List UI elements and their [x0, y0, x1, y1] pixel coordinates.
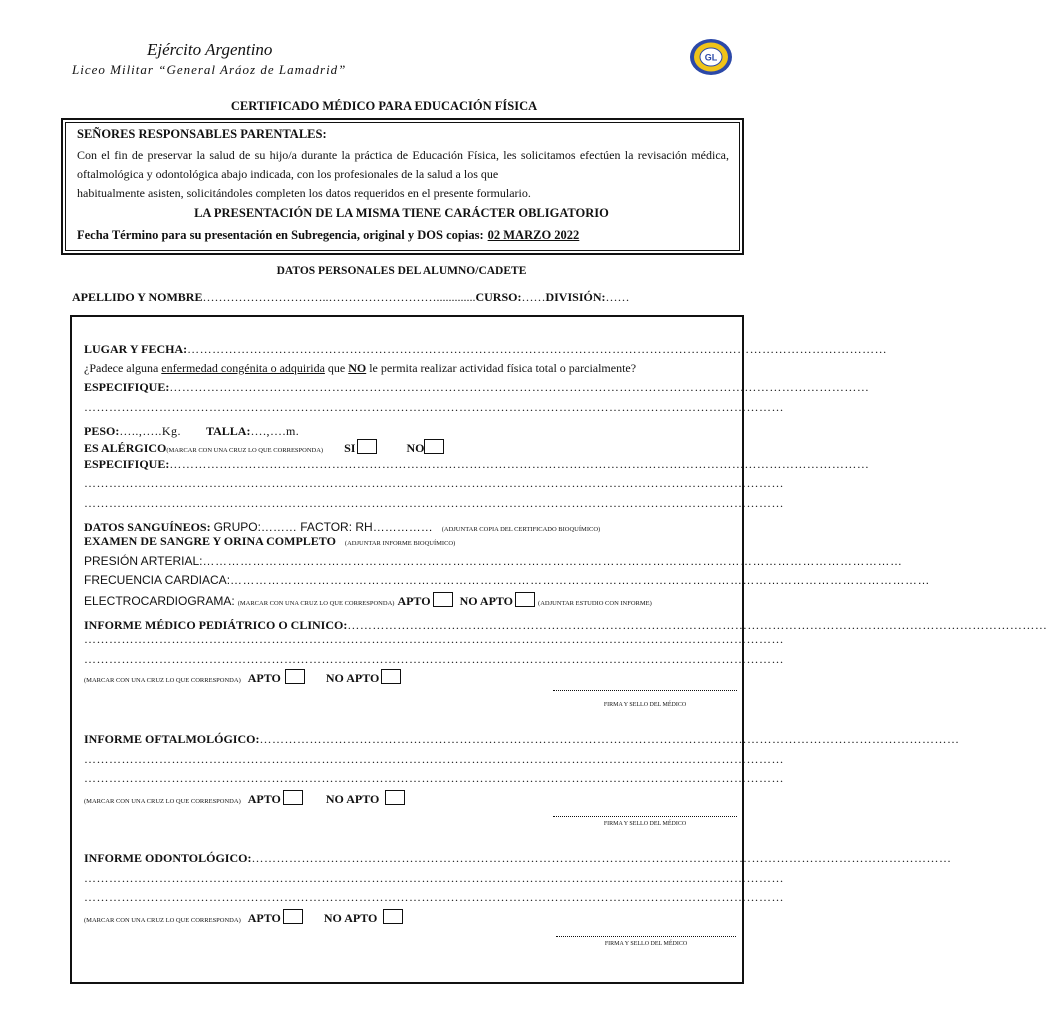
place-date-label: LUGAR Y FECHA:	[84, 342, 188, 356]
specify-row-2[interactable]	[84, 400, 784, 415]
mandatory-notice: LA PRESENTACIÓN DE LA MISMA TIENE CARÁCTER OBLIGATORIO	[194, 206, 609, 220]
pediatric-no-apto-label: NO APTO	[325, 671, 380, 685]
heart-rate-row	[84, 573, 931, 587]
dot-line: ……………………………………………………………………………………………………………………………………………………	[84, 752, 784, 766]
deadline-label: Fecha Término para su presentación en Subregencia, original y DOS copias:	[77, 228, 484, 242]
course-label: CURSO:	[475, 290, 522, 304]
ecg-note: (ADJUNTAR ESTUDIO CON INFORME)	[538, 600, 652, 607]
blood-row	[84, 520, 744, 535]
name-course-line	[72, 290, 629, 305]
allergy-specify-field[interactable]: ……………………………………………………………………………………………………………………………………………………	[169, 457, 870, 471]
ophthal-signature-line[interactable]	[553, 816, 737, 817]
allergy-specify-row	[84, 457, 870, 472]
logo-text: GL	[704, 52, 718, 63]
dental-apto-label: APTO	[247, 911, 281, 925]
division-field[interactable]: ……	[605, 290, 630, 304]
allergic-note: (MARCAR CON UNA CRUZ LO QUE CORRESPONDA)	[166, 447, 324, 454]
school-name: Liceo Militar “General Aráoz de Lamadrid”	[72, 62, 347, 77]
ophthal-label: INFORME OFTALMOLÓGICO:	[84, 732, 260, 746]
allergic-row	[84, 439, 504, 456]
exam-label: EXAMEN DE SANGRE Y ORINA COMPLETO	[84, 534, 336, 548]
dot-line: ……………………………………………………………………………………………………………………………………………………	[84, 890, 784, 904]
blood-group-field[interactable]: GRUPO:……… FACTOR: RH……………	[213, 520, 433, 534]
division-label: DIVISIÓN:	[545, 290, 606, 304]
disease-q-no: NO	[348, 361, 367, 375]
dot-line: ……………………………………………………………………………………………………………………………………………………	[84, 476, 784, 490]
exam-row	[84, 534, 744, 549]
ecg-no-apto-label: NO APTO	[459, 594, 514, 608]
dot-line: ……………………………………………………………………………………………………………………………………………………	[84, 771, 784, 785]
dot-line: ……………………………………………………………………………………………………………………………………………………	[84, 632, 784, 646]
name-field[interactable]: …………………………..……………………….............	[202, 290, 476, 304]
pressure-label: PRESIÓN ARTERIAL:	[84, 554, 203, 568]
height-label: TALLA:	[206, 424, 251, 438]
no-checkbox[interactable]	[424, 439, 444, 454]
dot-line: ……………………………………………………………………………………………………………………………………………………	[84, 400, 784, 414]
pediatric-mark-note: (MARCAR CON UNA CRUZ LO QUE CORRESPONDA)	[84, 677, 241, 684]
pediatric-line-3[interactable]	[84, 652, 784, 667]
notice-heading: SEÑORES RESPONSABLES PARENTALES:	[77, 127, 327, 141]
disease-q-mid: que	[324, 361, 349, 375]
blood-note: (ADJUNTAR COPIA DEL CERTIFICADO BIOQUÍMICO)	[441, 526, 601, 533]
height-field[interactable]: ….,….m.	[250, 424, 300, 438]
ophthal-apto-label: APTO	[247, 792, 281, 806]
pressure-field[interactable]: ……………………………………………………………………………………………………………………………………………………	[202, 554, 903, 568]
deadline-date: 02 MARZO 2022	[487, 228, 580, 242]
notice-paragraph-main: Con el fin de preservar la salud de su hijo/a durante la práctica de Educación Física, les solicitamos efectúen la revisación médica, oftalmológica y odontológica abajo indicada, con los profesionales de la salud a los que	[77, 148, 729, 181]
org-name: Ejército Argentino	[147, 40, 273, 59]
heart-rate-field[interactable]: ……………………………………………………………………………………………………………………………………………………	[230, 573, 931, 587]
ophthal-field[interactable]: ……………………………………………………………………………………………………………………………………………………	[259, 732, 960, 746]
pediatric-row	[84, 618, 1047, 633]
specify-field[interactable]: ……………………………………………………………………………………………………………………………………………………	[169, 380, 870, 394]
allergy-line-3[interactable]	[84, 496, 784, 511]
pediatric-field[interactable]: ……………………………………………………………………………………………………………………………………………………	[347, 618, 1047, 632]
pediatric-signature-line[interactable]	[553, 690, 737, 691]
allergy-line-2[interactable]	[84, 476, 784, 491]
pediatric-apto-label: APTO	[247, 671, 281, 685]
weight-field[interactable]: …..,…..Kg.	[119, 424, 182, 438]
notice-paragraph	[77, 146, 729, 203]
personal-data-title: DATOS PERSONALES DEL ALUMNO/CADETE	[276, 265, 527, 277]
pediatric-apto-row	[84, 669, 484, 686]
ophthal-row	[84, 732, 960, 747]
dental-apto-row	[84, 909, 484, 926]
specify-row-1	[84, 380, 870, 395]
dental-signature-label: FIRMA Y SELLO DEL MÉDICO	[604, 941, 688, 947]
pediatric-line-2[interactable]	[84, 632, 784, 647]
place-date-field[interactable]: ……………………………………………………………………………………………………………………………………………………	[187, 342, 888, 356]
exam-note: (ADJUNTAR INFORME BIOQUÍMICO)	[344, 540, 456, 547]
weight-label: PESO:	[84, 424, 120, 438]
si-label: SI	[344, 441, 356, 455]
ophthal-line-2[interactable]	[84, 752, 784, 767]
ophthal-mark-note: (MARCAR CON UNA CRUZ LO QUE CORRESPONDA)	[84, 798, 241, 805]
dental-field[interactable]: ……………………………………………………………………………………………………………………………………………………	[251, 851, 952, 865]
course-field[interactable]: ……	[521, 290, 546, 304]
dental-apto-checkbox[interactable]	[283, 909, 303, 924]
ophthal-signature-label: FIRMA Y SELLO DEL MÉDICO	[603, 821, 687, 827]
ecg-no-apto-checkbox[interactable]	[515, 592, 535, 607]
dental-no-apto-label: NO APTO	[323, 911, 378, 925]
ophthal-no-apto-label: NO APTO	[325, 792, 380, 806]
pediatric-apto-checkbox[interactable]	[285, 669, 305, 684]
heart-rate-label: FRECUENCIA CARDIACA:	[84, 573, 231, 587]
ecg-row	[84, 592, 744, 609]
ecg-apto-label: APTO	[397, 594, 431, 608]
school-logo-icon	[688, 37, 734, 77]
name-label: APELLIDO Y NOMBRE	[72, 290, 203, 304]
dental-row	[84, 851, 952, 866]
ecg-apto-checkbox[interactable]	[433, 592, 453, 607]
document-title: CERTIFICADO MÉDICO PARA EDUCACIÓN FÍSICA	[230, 99, 538, 113]
ecg-mark-note: (MARCAR CON UNA CRUZ LO QUE CORRESPONDA)	[237, 600, 395, 607]
disease-q-underlined: enfermedad congénita o adquirida	[161, 361, 325, 375]
specify-label: ESPECIFIQUE:	[84, 380, 170, 394]
no-label: NO	[406, 441, 425, 455]
disease-q-pre: ¿Padece alguna	[84, 361, 162, 375]
allergy-specify-label: ESPECIFIQUE:	[84, 457, 170, 471]
ophthal-no-apto-checkbox[interactable]	[385, 790, 405, 805]
ecg-label: ELECTROCARDIOGRAMA:	[84, 594, 235, 608]
weight-height-row	[84, 424, 484, 439]
ophthal-line-3[interactable]	[84, 771, 784, 786]
disease-q-post: le permita realizar actividad física total o parcialmente?	[366, 361, 637, 375]
dot-line: ……………………………………………………………………………………………………………………………………………………	[84, 496, 784, 510]
dot-line: ……………………………………………………………………………………………………………………………………………………	[84, 871, 784, 885]
si-checkbox[interactable]	[357, 439, 377, 454]
dental-line-3[interactable]	[84, 890, 784, 905]
allergic-label: ES ALÉRGICO	[84, 441, 167, 455]
dental-label: INFORME ODONTOLÓGICO:	[84, 851, 252, 865]
place-date-row	[84, 342, 888, 357]
deadline-line	[77, 228, 579, 243]
pressure-row	[84, 554, 903, 568]
pediatric-no-apto-checkbox[interactable]	[381, 669, 401, 684]
dot-line: ……………………………………………………………………………………………………………………………………………………	[84, 652, 784, 666]
notice-paragraph-last: habitualmente asisten, solicitándoles completen los datos requeridos en el presente formulario.	[77, 186, 531, 200]
dental-line-2[interactable]	[84, 871, 784, 886]
dental-mark-note: (MARCAR CON UNA CRUZ LO QUE CORRESPONDA)	[84, 917, 241, 924]
ophthal-apto-row	[84, 790, 484, 807]
ophthal-apto-checkbox[interactable]	[283, 790, 303, 805]
blood-label: DATOS SANGUÍNEOS:	[84, 520, 211, 534]
dental-no-apto-checkbox[interactable]	[383, 909, 403, 924]
pediatric-label: INFORME MÉDICO PEDIÁTRICO O CLINICO:	[84, 618, 348, 632]
disease-question	[84, 361, 744, 376]
pediatric-signature-label: FIRMA Y SELLO DEL MÉDICO	[603, 702, 687, 708]
dental-signature-line[interactable]	[556, 936, 736, 937]
